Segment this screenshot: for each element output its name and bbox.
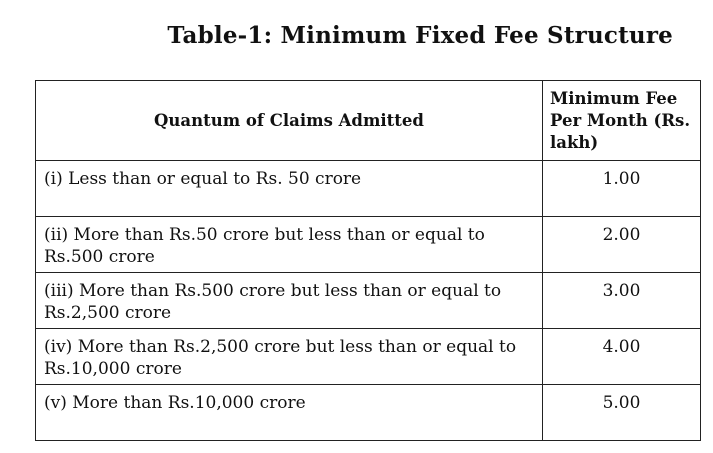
claims-range-cell: (iv) More than Rs.2,500 crore but less than or equal to Rs.10,000 crore: [36, 329, 543, 385]
header-quantum-of-claims: Quantum of Claims Admitted: [36, 81, 543, 161]
table-row: [36, 273, 701, 329]
header-minimum-fee: Minimum Fee Per Month (Rs. lakh): [543, 81, 701, 161]
claims-range-cell: (v) More than Rs.10,000 crore: [36, 385, 543, 441]
table-row: [36, 161, 701, 217]
claims-range-cell: (ii) More than Rs.50 crore but less than or equal to Rs.500 crore: [36, 217, 543, 273]
fee-value-cell: 5.00: [543, 385, 701, 441]
fee-value-cell: 3.00: [543, 273, 701, 329]
fee-structure-table: [35, 80, 701, 441]
fee-value-cell: 4.00: [543, 329, 701, 385]
claims-range-cell: (i) Less than or equal to Rs. 50 crore: [36, 161, 543, 217]
fee-value-cell: 1.00: [543, 161, 701, 217]
table-header-row: [36, 81, 701, 161]
table-row: [36, 329, 701, 385]
table-row: [36, 385, 701, 441]
table-row: [36, 217, 701, 273]
claims-range-cell: (iii) More than Rs.500 crore but less than or equal to Rs.2,500 crore: [36, 273, 543, 329]
table-title: Table-1: Minimum Fixed Fee Structure: [167, 22, 673, 49]
fee-value-cell: 2.00: [543, 217, 701, 273]
